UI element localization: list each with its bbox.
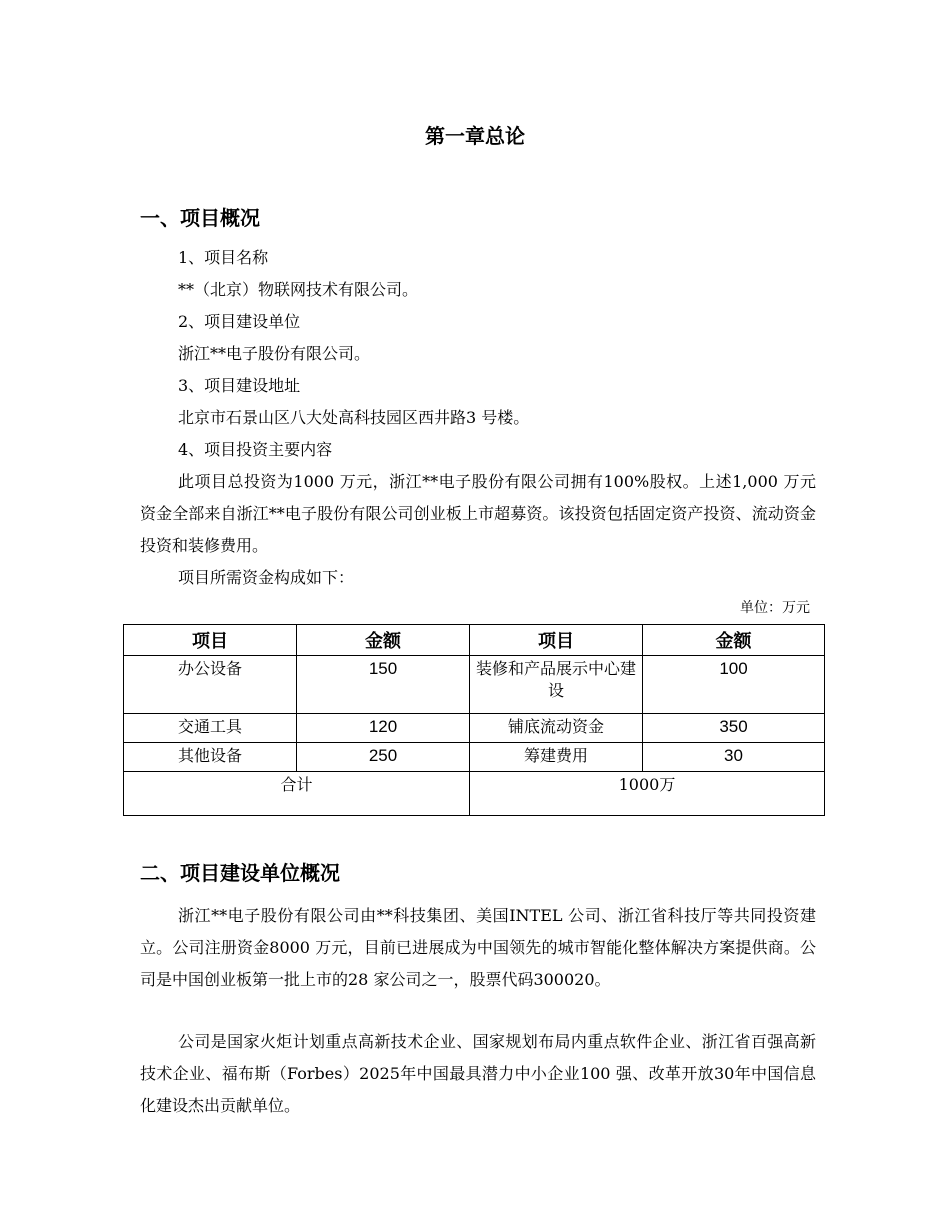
unit-label: 单位：万元 [740, 600, 810, 616]
table-row [124, 714, 825, 743]
table-row [124, 743, 825, 772]
table-cell: 100 [643, 656, 825, 714]
table-cell: 筹建费用 [470, 743, 643, 772]
table-cell: 铺底流动资金 [470, 714, 643, 743]
total-label: 合计 [124, 772, 470, 816]
item-project-name-label: 1、项目名称 [178, 248, 269, 267]
total-value: 1000万 [470, 772, 825, 816]
item-builder-label: 2、项目建设单位 [178, 312, 301, 331]
company-paragraph-1: 浙江**电子股份有限公司由**科技集团、美国INTEL 公司、浙江省科技厅等共同投资建立。公司注册资金8000 万元，目前已进展成为中国领先的城市智能化整体解决方案提供商。公司是中国创业板第一批上市的28 家公司之一，股票代码300020。 [140, 906, 816, 989]
section-heading-company: 二、项目建设单位概况 [140, 861, 340, 885]
item-builder-value: 浙江**电子股份有限公司。 [178, 344, 371, 363]
header-item: 项目 [470, 625, 643, 656]
investment-paragraph: 此项目总投资为1000 万元，浙江**电子股份有限公司拥有100%股权。上述1,000 万元资金全部来自浙江**电子股份有限公司创业板上市超募资。该投资包括固定资产投资、流动资金投资和装修费用。 [140, 472, 816, 555]
table-cell: 其他设备 [124, 743, 297, 772]
header-amount: 金额 [297, 625, 470, 656]
item-address-label: 3、项目建设地址 [178, 376, 301, 395]
table-cell: 30 [643, 743, 825, 772]
header-amount: 金额 [643, 625, 825, 656]
table-cell: 150 [297, 656, 470, 714]
table-total-row [124, 772, 825, 816]
company-paragraph-2: 公司是国家火炬计划重点高新技术企业、国家规划布局内重点软件企业、浙江省百强高新技术企业、福布斯（Forbes）2025年中国最具潜力中小企业100 强、改革开放30年中国信息化建设杰出贡献单位。 [140, 1032, 816, 1115]
section-heading-overview: 一、项目概况 [140, 206, 260, 230]
fund-table [123, 624, 825, 816]
chapter-title: 第一章总论 [425, 124, 525, 148]
table-row [124, 656, 825, 714]
table-cell: 120 [297, 714, 470, 743]
table-cell: 办公设备 [124, 656, 297, 714]
table-header-row [124, 625, 825, 656]
table-cell: 交通工具 [124, 714, 297, 743]
table-cell: 250 [297, 743, 470, 772]
table-cell: 350 [643, 714, 825, 743]
fund-intro-paragraph: 项目所需资金构成如下： [178, 568, 355, 587]
item-project-name-value: **（北京）物联网技术有限公司。 [178, 280, 419, 299]
item-address-value: 北京市石景山区八大处高科技园区西井路3 号楼。 [178, 408, 530, 427]
item-investment-label: 4、项目投资主要内容 [178, 440, 333, 459]
header-item: 项目 [124, 625, 297, 656]
table-cell: 装修和产品展示中心建设 [470, 656, 643, 714]
